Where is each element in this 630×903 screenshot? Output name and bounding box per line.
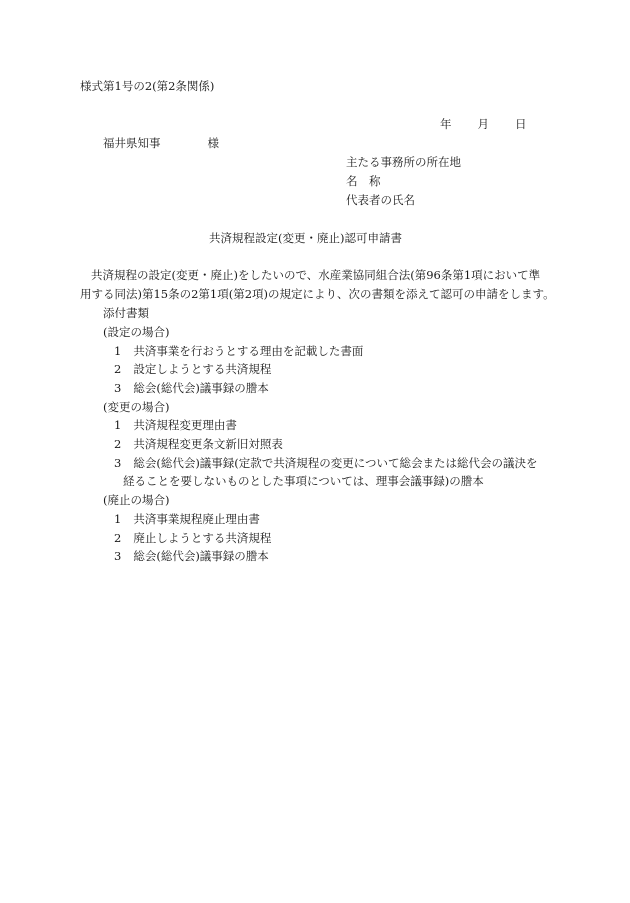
form-number: 様式第1号の2(第2条関係) — [80, 79, 215, 93]
attachments-heading: 添付書類 — [103, 306, 149, 320]
item-number: 1 — [114, 344, 122, 358]
setting-item — [114, 346, 363, 358]
addressee-name: 福井県知事 — [103, 136, 161, 150]
item-number: 3 — [114, 456, 122, 470]
body-line-2: 用する同法)第15条の2第1項(第2項)の規定により、次の書類を添えて認可の申請をします。 — [80, 287, 555, 301]
item-text: 共済事業規程廃止理由書 — [133, 512, 260, 526]
abolish-item — [114, 533, 271, 545]
abolish-item — [114, 551, 269, 563]
item-number: 1 — [114, 512, 122, 526]
item-text: 共済事業を行おうとする理由を記載した書面 — [133, 344, 364, 358]
date-month: 月 — [477, 117, 489, 131]
change-item — [114, 458, 538, 470]
body-line-1: 共済規程の設定(変更・廃止)をしたいので、水産業協同組合法(第96条第1項において準 — [91, 268, 541, 282]
setting-item — [114, 364, 271, 376]
addressee-honorific: 様 — [207, 136, 219, 150]
item-text: 共済規程変更条文新旧対照表 — [133, 437, 283, 451]
change-item-continuation: 経ることを要しないものとした事項については、理事会議事録)の謄本 — [123, 474, 484, 488]
item-number: 3 — [114, 549, 122, 563]
item-text: 共済規程変更理由書 — [133, 418, 237, 432]
abolish-heading: (廃止の場合) — [103, 493, 170, 507]
setting-heading: (設定の場合) — [103, 325, 170, 339]
abolish-item — [114, 514, 260, 526]
item-text: 総会(総代会)議事録の謄本 — [133, 381, 269, 395]
item-number: 2 — [114, 437, 122, 451]
item-number: 2 — [114, 531, 122, 545]
name-label: 名 称 — [346, 174, 381, 188]
item-text: 総会(総代会)議事録(定款で共済規程の変更について総会または総代会の議決を — [133, 456, 538, 470]
change-heading: (変更の場合) — [103, 400, 170, 414]
item-text: 廃止しようとする共済規程 — [133, 531, 272, 545]
date-day: 日 — [515, 117, 527, 131]
addressee — [103, 138, 219, 150]
representative-label: 代表者の氏名 — [346, 193, 415, 207]
office-address-label: 主たる事務所の所在地 — [346, 155, 461, 169]
item-number: 1 — [114, 418, 122, 432]
document-title: 共済規程設定(変更・廃止)認可申請書 — [209, 231, 402, 245]
change-item — [114, 420, 237, 432]
date-year: 年 — [440, 117, 452, 131]
setting-item — [114, 383, 269, 395]
item-number: 2 — [114, 362, 122, 376]
change-item — [114, 439, 283, 451]
item-number: 3 — [114, 381, 122, 395]
item-text: 総会(総代会)議事録の謄本 — [133, 549, 269, 563]
item-text: 設定しようとする共済規程 — [133, 362, 272, 376]
date-line — [440, 119, 527, 131]
